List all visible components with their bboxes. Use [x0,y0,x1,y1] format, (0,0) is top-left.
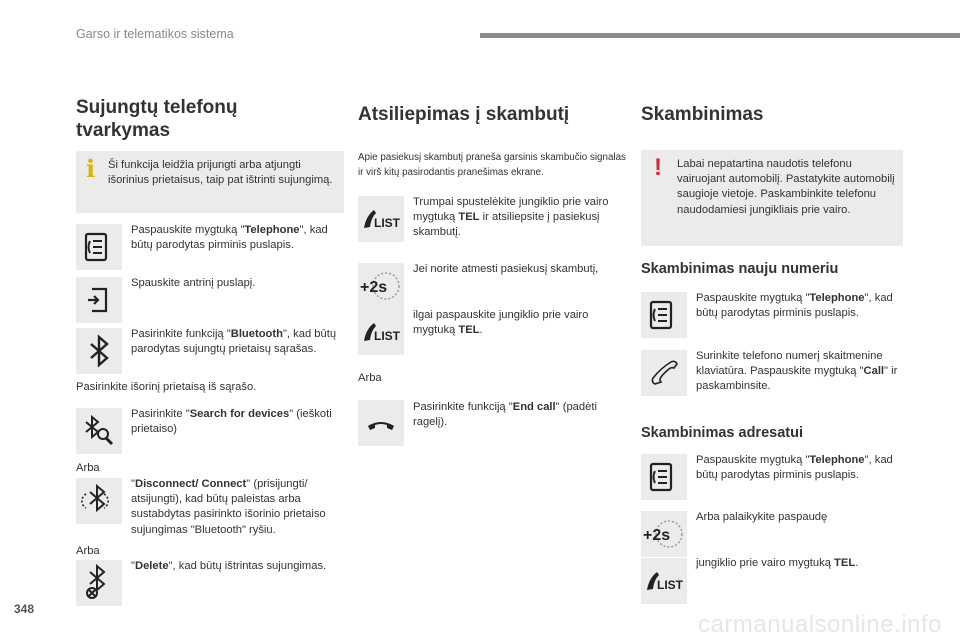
list-label-text: LIST [657,578,683,592]
next-page-icon [76,277,122,323]
col1-title: Sujungtų telefonų tvarkymas [76,97,238,141]
list-tel-button-icon-3 [641,558,687,604]
list-label-text: LIST [374,329,400,343]
telephone-icon [76,224,122,270]
s2-step-telephone: Paspauskite mygtuką "Telephone", kad būtų parodytas pirminis puslapis. [696,454,893,482]
step-bluetooth: Pasirinkite funkciją "Bluetooth", kad būtų parodytas sujungtų prietaisų sąrašas. [131,328,337,356]
end-call-icon [358,400,404,446]
info-text: Ši funkcija leidžia prijungti arba atjungti išorinius prietaisus, taip pat ištrinti sujungimą. [108,159,333,187]
long-press-label: +2s [643,527,671,544]
warning-text: Labai nepatartina naudotis telefonu vairuojant automobilį. Pastatykite automobilį saugioje vietoje. Paskambinkite telefonu naudodamiesi jungikliais prie vairo. [677,158,895,216]
col2-title: Atsiliepimas į skambutį [358,104,570,125]
column-answer-call [358,103,630,126]
list-label-text: LIST [374,216,400,230]
or-text-1: Arba [76,462,100,474]
column-calling [641,103,905,126]
page-number: 348 [14,602,35,616]
long-press-icon-2 [641,511,687,557]
s2-step-tel: jungiklio prie vairo mygtuką TEL. [696,557,859,569]
telephone-icon-2 [641,292,687,338]
info-icon: i [86,154,96,183]
s2-step-hold: Arba palaikykite paspaudę [696,511,828,523]
delete-connection-icon [76,560,122,606]
long-press-label: +2s [360,279,388,296]
subtitle-contact: Skambinimas adresatui [641,425,803,441]
search-devices-icon [76,408,122,454]
column-phone-management [76,96,344,142]
watermark: carmanualsonline.info [698,611,942,638]
step-telephone: Paspauskite mygtuką "Telephone", kad būtų parodytas pirminis puslapis. [131,224,328,252]
step-reject: Jei norite atmesti pasiekusį skambutį, [413,263,599,275]
list-tel-button-icon [358,196,404,242]
subtitle-new-number: Skambinimas nauju numeriu [641,261,839,277]
s1-step-telephone: Paspauskite mygtuką "Telephone", kad būtų parodytas pirminis puslapis. [696,292,893,320]
answer-intro: Apie pasiekusį skambutį praneša garsinis skambučio signalas ir virš kitų pasirodantis pranešimas ekrane. [358,152,626,178]
col3-title: Skambinimas [641,104,764,125]
list-tel-button-icon-2 [358,309,404,355]
step-next-page: Spauskite antrinį puslapį. [131,277,256,289]
section-title: Garso ir telematikos sistema [76,27,234,41]
disconnect-connect-icon [76,478,122,524]
s1-step-call: Surinkite telefono numerį skaitmenine klaviatūra. Paspauskite mygtuką "Call" ir paskambinsite. [696,350,898,393]
step-answer-tel: Trumpai spustelėkite jungiklio prie vairo mygtuką TEL ir atsiliepsite į pasiekusį skambutį. [413,196,609,239]
step-reject-tel: ilgai paspauskite jungiklio prie vairo mygtuką TEL. [413,309,589,337]
step-delete: "Delete", kad būtų ištrintas sujungimas. [131,560,327,572]
telephone-icon-3 [641,454,687,500]
warning-icon: ! [654,154,662,181]
bluetooth-icon [76,328,122,374]
call-handset-icon [641,350,687,396]
long-press-icon [358,263,404,309]
select-device-text: Pasirinkite išorinį prietaisą iš sąrašo. [76,381,257,393]
step-search-devices: Pasirinkite "Search for devices" (ieškoti prietaiso) [131,408,332,436]
step-disconnect-connect: "Disconnect/ Connect" (prisijungti/ atsijungti), kad būtų paleistas arba sustabdytas pasirinkto išorinio prietaiso sujungimas "Bluetooth" ryšiu. [131,478,326,536]
step-end-call: Pasirinkite funkciją "End call" (padėti ragelį). [413,401,597,429]
header-bar [480,33,960,38]
or-text-2: Arba [76,545,100,557]
or-text-3: Arba [358,372,382,384]
